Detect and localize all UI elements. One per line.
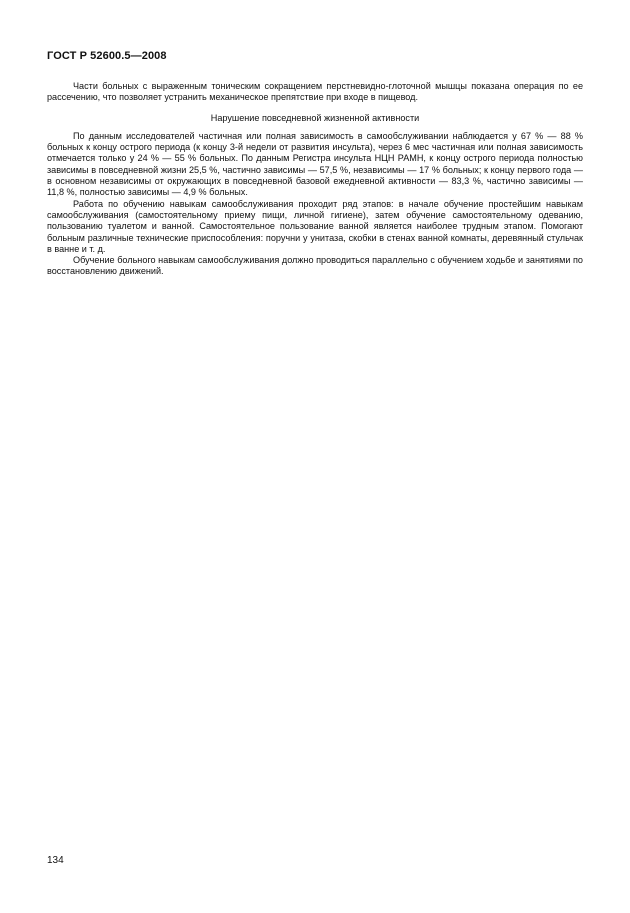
intro-paragraph: Части больных с выраженным тоническим сокращением перстневидно-глоточной мышцы показана операция по ее рассечению, что позволяет устранить механическое препятствие при входе в пищевод. bbox=[47, 81, 583, 103]
section-title: Нарушение повседневной жизненной активности bbox=[210, 112, 420, 123]
page-body bbox=[47, 81, 583, 278]
body-paragraph: Обучение больного навыкам самообслуживания должно проводиться параллельно с обучением ходьбе и занятиями по восстановлению движений. bbox=[47, 255, 583, 277]
body-paragraph: По данным исследователей частичная или полная зависимость в самообслуживании наблюдается у 67 % — 88 % больных к концу острого периода (к концу 3-й недели от развития инсульта), через 6 мес частичная или полная зависимость отмечается только у 24 % — 55 % больных. По данным Регистра инсульта НЦН РАМН, к концу острого периода полностью зависимы в повседневной жизни 25,5 %, частично зависимы — 57,5 %, независимы — 17 % больных; к концу первого года — в основном независимы от окружающих в повседневной базовой ежедневной активности — 83,3 %, частично зависимы — 11,8 %, полностью зависимы — 4,9 % больных. bbox=[47, 130, 583, 198]
document-header: ГОСТ Р 52600.5—2008 bbox=[47, 50, 167, 62]
page-number: 134 bbox=[47, 855, 64, 866]
body-paragraph: Работа по обучению навыкам самообслуживания проходит ряд этапов: в начале обучение простейшим навыкам самообслуживания (самостоятельному приему пищи, личной гигиене), затем обучение самостоятельному одеванию, пользованию туалетом и ванной. Самостоятельное пользование ванной является наиболее трудным этапом. Помогают больным различные технические приспособления: поручни у унитаза, скобки в стенах ванной комнаты, деревянный стульчак в ванне и т. д. bbox=[47, 198, 583, 254]
